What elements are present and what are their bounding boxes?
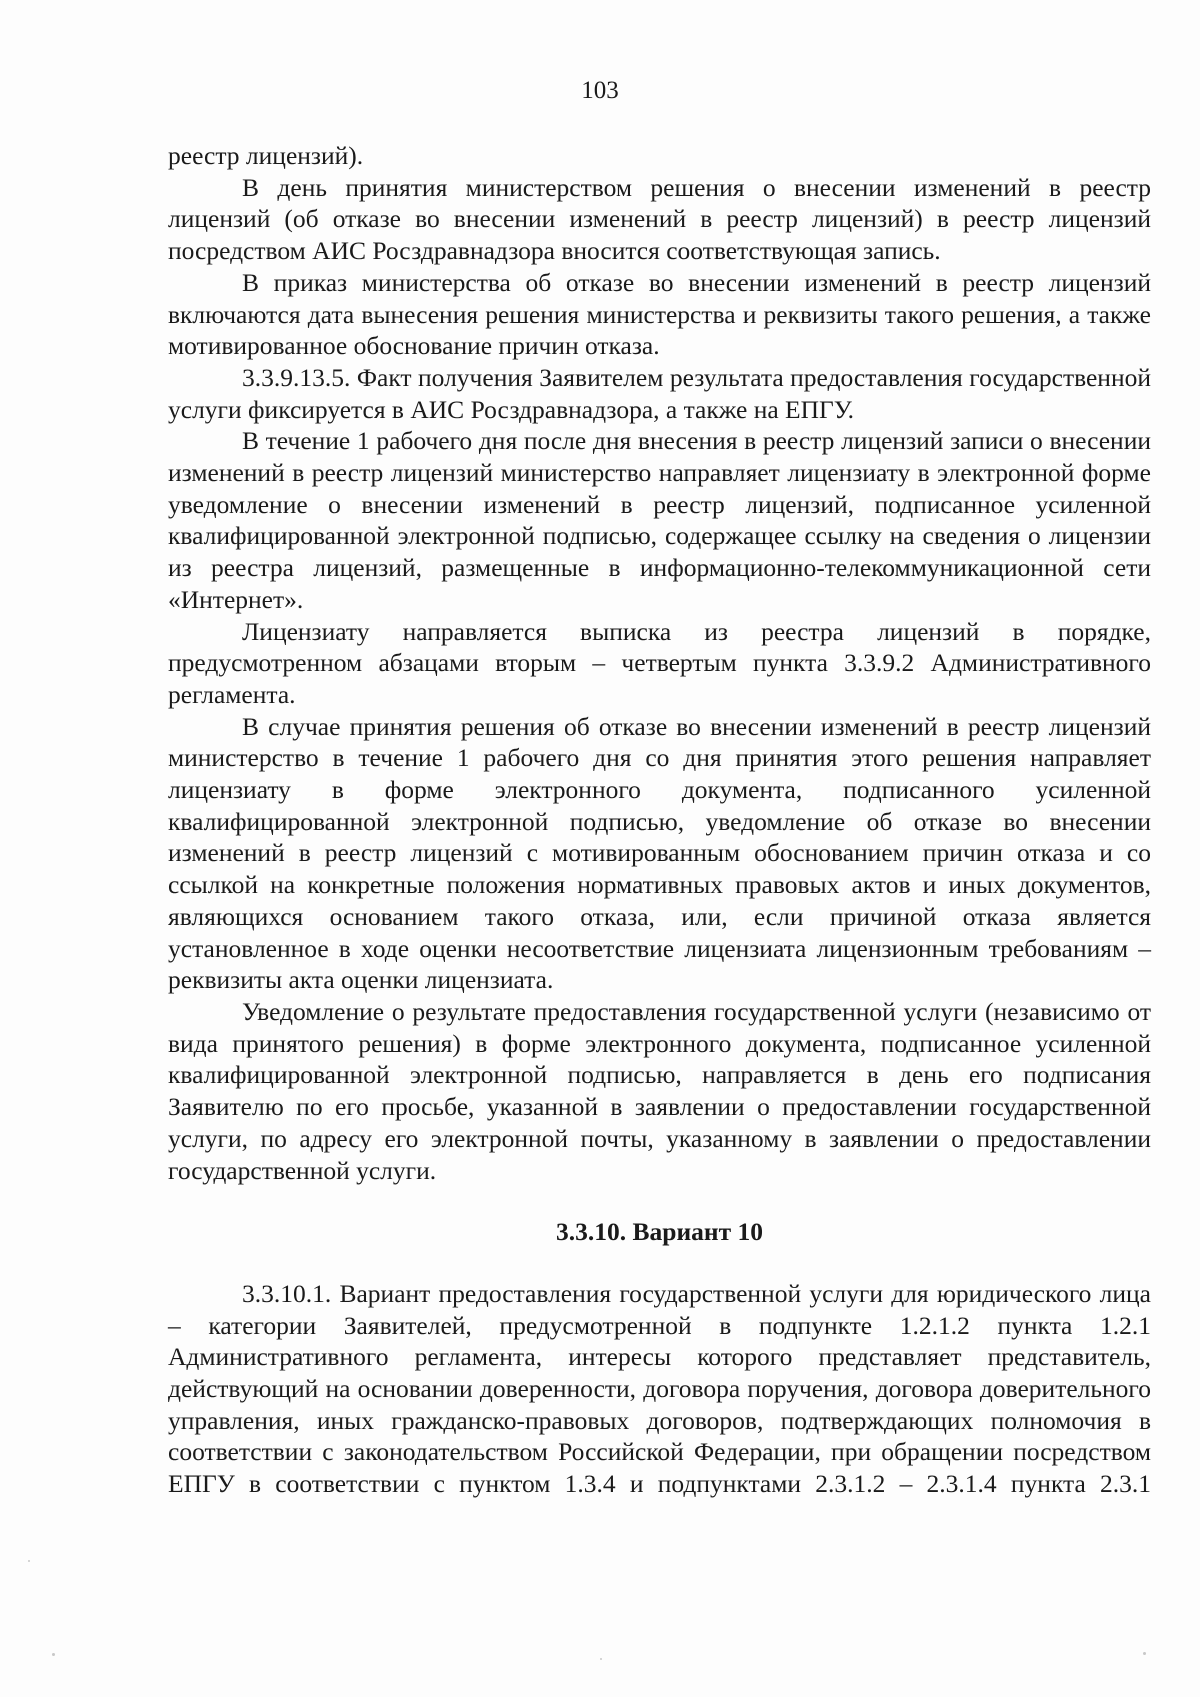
scan-speck	[52, 1653, 55, 1656]
page-number: 103	[581, 77, 619, 104]
paragraph: В приказ министерства об отказе во внесении изменений в реестр лицензий включаются дата вынесения решения министерства и реквизиты такого решения, а также мотивированное обоснование причин отказа.	[168, 267, 1151, 361]
scan-speck	[28, 1560, 30, 1562]
paragraph: Уведомление о результате предоставления государственной услуги (независимо от вида принятого решения) в форме электронного документа, подписанное усиленной квалифицированной электронной подписью, направляется в день его подписания Заявителю по его просьбе, указанной в заявлении о предоставлении государственной услуги, по адресу его электронной почты, указанному в заявлении о предоставлении государственной услуги.	[168, 996, 1151, 1185]
paragraph-continuation: реестр лицензий).	[168, 141, 364, 170]
section-paragraph: 3.3.10.1. Вариант предоставления государственной услуги для юридического лица – категории Заявителей, предусмотренной в подпункте 1.2.1.2 пункта 1.2.1 Административного регламента, интересы которого представляет представитель, действующий на основании доверенности, договора поручения, договора доверительного управления, иных гражданско-правовых договоров, подтверждающих полномочия в соответствии с законодательством Российской Федерации, при обращении посредством ЕПГУ в соответствии с пунктом 1.3.4 и подпунктами 2.3.1.2 – 2.3.1.4 пункта 2.3.1	[168, 1278, 1151, 1499]
paragraph: 3.3.9.13.5. Факт получения Заявителем результата предоставления государственной услуги фиксируется в АИС Росздравнадзора, а также на ЕПГУ.	[168, 362, 1151, 424]
paragraph: В день принятия министерством решения о внесении изменений в реестр лицензий (об отказе во внесении изменений в реестр лицензий) в реестр лицензий посредством АИС Росздравнадзора вносится соответствующая запись.	[168, 172, 1151, 266]
paragraph: Лицензиату направляется выписка из реестра лицензий в порядке, предусмотренном абзацами вторым – четвертым пункта 3.3.9.2 Административного регламента.	[168, 616, 1151, 709]
paragraph: В течение 1 рабочего дня после дня внесения в реестр лицензий записи о внесении изменений в реестр лицензий министерство направляет лицензиату в электронной форме уведомление о внесении изменений в реестр лицензий, подписанное усиленной квалифицированной электронной подписью, содержащее ссылку на сведения о лицензии из реестра лицензий, размещенные в информационно-телекоммуникационной сети «Интернет».	[168, 426, 1151, 614]
scan-speck	[1143, 1652, 1146, 1655]
section-heading: 3.3.10. Вариант 10	[556, 1217, 763, 1247]
scan-speck	[600, 1658, 602, 1660]
document-body	[168, 140, 1151, 1500]
paragraph: В случае принятия решения об отказе во внесении изменений в реестр лицензий министерство в течение 1 рабочего дня со дня принятия этого решения направляет лицензиату в форме электронного документа, подписанного усиленной квалифицированной электронной подписью, уведомление об отказе во внесении изменений в реестр лицензий с мотивированным обоснованием причин отказа и со ссылкой на конкретные положения нормативных правовых актов и иных документов, являющихся основанием такого отказа, или, если причиной отказа является установленное в ходе оценки несоответствие лицензиата лицензионным требованиям – реквизиты акта оценки лицензиата.	[168, 711, 1151, 995]
